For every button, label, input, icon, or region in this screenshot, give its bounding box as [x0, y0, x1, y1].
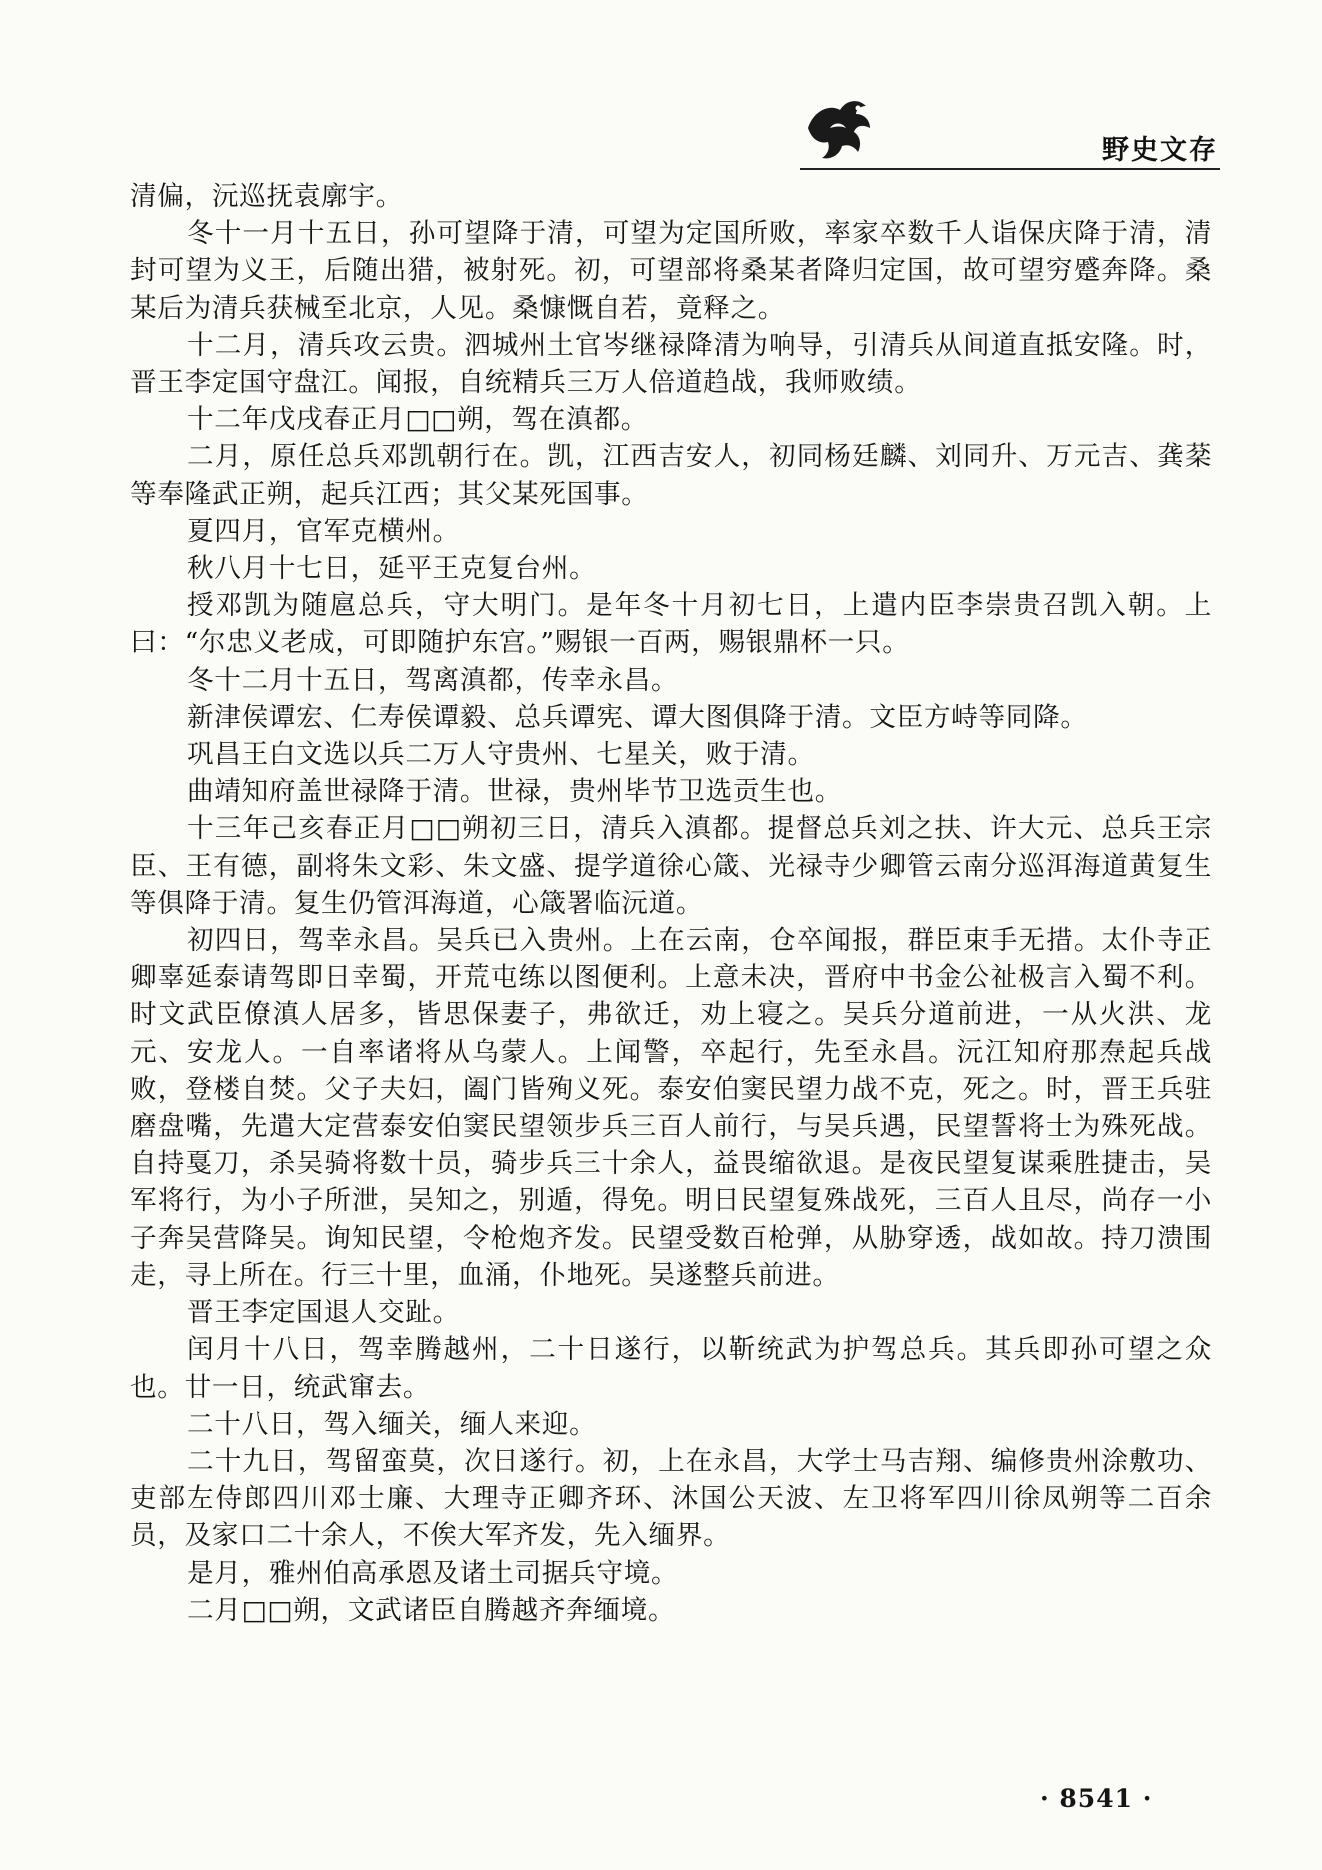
header-title: 野史文存	[1102, 135, 1218, 166]
paragraph: 闰月十八日，驾幸腾越州，二十日遂行，以靳统武为护驾总兵。其兵即孙可望之众也。廿一日，统武窜去。	[130, 1334, 1212, 1403]
paragraph: 冬十一月十五日，孙可望降于清，可望为定国所败，率家卒数千人诣保庆降于清，清封可望为义王，后随出猎，被射死。初，可望部将桑某者降归定国，故可望穷蹙奔降。桑某后为清兵获械至北京，人见。桑慷慨自若，竟释之。	[130, 218, 1212, 324]
paragraph: 二十九日，驾留蛮莫，次日遂行。初，上在永昌，大学士马吉翔、编修贵州涂敷功、吏部左侍郎四川邓士廉、大理寺正卿齐环、沐国公天波、左卫将军四川徐凤朔等二百余员，及家口二十余人，不俟大军齐发，先入缅界。	[130, 1445, 1212, 1552]
paragraph: 夏四月，官军克横州。	[187, 515, 460, 547]
paragraph: 二十八日，驾入缅关，缅人来迎。	[187, 1408, 597, 1440]
page-body	[130, 178, 1212, 1629]
paragraph: 秋八月十七日，延平王克复台州。	[187, 553, 597, 585]
page-number: · 8541 ·	[1040, 1784, 1153, 1813]
paragraph: 十二年戊戌春正月□□朔，驾在滇都。	[187, 404, 649, 436]
paragraph: 晋王李定国退人交趾。	[187, 1297, 460, 1329]
running-header	[800, 88, 1220, 168]
header-rule	[800, 168, 1220, 170]
paragraph: 二月，原任总兵邓凯朝行在。凯，江西吉安人，初同杨廷麟、刘同升、万元吉、龚棻等奉隆武正朔，起兵江西；其父某死国事。	[130, 441, 1212, 510]
paragraph: 巩昌王白文选以兵二万人守贵州、七星关，败于清。	[187, 739, 815, 771]
paragraph: 是月，雅州伯高承恩及诸土司据兵守境。	[187, 1557, 679, 1589]
paragraph: 曲靖知府盖世禄降于清。世禄，贵州毕节卫选贡生也。	[187, 776, 843, 808]
paragraph: 清偏，沅巡抚袁廓宇。	[130, 181, 403, 212]
paragraph: 十二月，清兵攻云贵。泗城州土官岑继禄降清为响导，引清兵从间道直抵安隆。时，晋王李定国守盘江。闻报，自统精兵三万人倍道趋战，我师败绩。	[130, 329, 1212, 399]
paragraph: 十三年己亥春正月□□朔初三日，清兵入滇都。提督总兵刘之扶、许大元、总兵王宗臣、王有德，副将朱文彩、朱文盛、提学道徐心箴、光禄寺少卿管云南分巡洱海道黄复生等俱降于清。复生仍管洱海道，心箴署临沅道。	[130, 813, 1212, 919]
paragraph: 新津侯谭宏、仁寿侯谭毅、总兵谭宪、谭大图俱降于清。文臣方峙等同降。	[187, 701, 1088, 733]
paragraph: 初四日，驾幸永昌。吴兵已入贵州。上在云南，仓卒闻报，群臣束手无措。太仆寺正卿辜延泰请驾即日幸蜀，开荒屯练以图便利。上意未决，晋府中书金公祉极言入蜀不利。时文武臣僚滇人居多，皆思保妻子，弗欲迁，劝上寝之。吴兵分道前进，一从火洪、龙元、安龙人。一自率诸将从乌蒙人。上闻警，卒起行，先至永昌。沅江知府那焘起兵战败，登楼自焚。父子夫妇，阖门皆殉义死。泰安伯窦民望力战不克，死之。时，晋王兵驻磨盘嘴，先遣大定营泰安伯窦民望领步兵三百人前行，与吴兵遇，民望誓将士为殊死战。自持戛刀，杀吴骑将数十员，骑步兵三十余人，益畏缩欲退。是夜民望复谋乘胜捷击，吴军将行，为小子所泄，吴知之，别遁，得免。明日民望复殊战死，三百人且尽，尚存一小子奔吴营降吴。询知民望，令枪炮齐发。民望受数百枪弹，从胁穿透，战如故。持刀溃围走，寻上所在。行三十里，血涌，仆地死。吴遂整兵前进。	[130, 925, 1212, 1291]
paragraph: 二月□□朔，文武诸臣自腾越齐奔缅境。	[187, 1594, 676, 1626]
paragraph: 冬十二月十五日，驾离滇都，传幸永昌。	[187, 664, 679, 696]
dragon-emblem-icon	[800, 88, 880, 168]
paragraph: 授邓凯为随扈总兵，守大明门。是年冬十月初七日，上遣内臣李崇贵召凯入朝。上曰：“尔忠义老成，可即随护东宫。”赐银一百两，赐银鼎杯一只。	[130, 590, 1212, 659]
